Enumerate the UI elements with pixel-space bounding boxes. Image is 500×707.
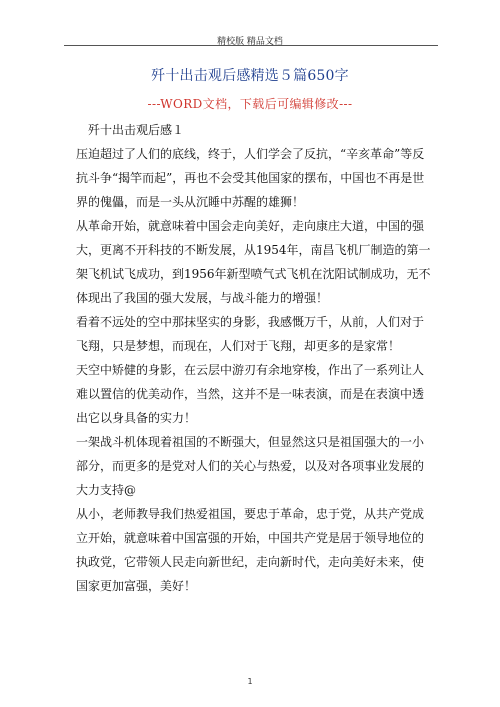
paragraph: 压迫超过了人们的底线，终于，人们学会了反抗，“辛亥革命”等反抗斗争“揭竿而起”，再也不会受其他国家的摆布，中国也不再是世界的傀儡，而是一头从沉睡中苏醒的雄狮！ [76,147,425,209]
paragraph: 看着不远处的空中那抹坚实的身影，我感慨万千，从前，人们对于飞翔，只是梦想，而现在，人们对于飞翔，却更多的是家常！ [76,315,425,353]
section-heading: 歼十出击观后感１ [88,123,185,137]
paragraph: 从小，老师教导我们热爱祖国，要忠于革命，忠于党，从共产党成立开始，就意味着中国富强的开始，中国共产党是居于领导地位的执政党，它带领人民走向新世纪，走向新时代，走向美好未来，使国家更加富强，美好！ [76,507,425,593]
header-text: 精校版 精品文档 [217,37,283,47]
document-title: 歼十出击观后感精选５篇650字 [151,68,349,84]
page-header [0,0,500,47]
header-divider [64,45,438,46]
paragraph: 一架战斗机体现着祖国的不断强大，但显然这只是祖国强大的一小部分，而更多的是党对人们的关心与热爱，以及对各项事业发展的大力支持@ [76,435,425,497]
paragraph: 从革命开始，就意味着中国会走向美好，走向康庄大道，中国的强大，更离不开科技的不断发展，从1954年，南昌飞机厂制造的第一架飞机试飞成功，到1956年新型喷气式飞机在沈阳试制成功，无不体现出了我国的强大发展，与战斗能力的增强！ [76,219,431,305]
page-number: 1 [247,677,253,686]
document-body [76,118,432,598]
document-subtitle: ---WORD文档，下载后可编辑修改--- [147,97,353,111]
paragraph: 天空中矫健的身影，在云层中游刃有余地穿梭，作出了一系列让人难以置信的优美动作，当然，这并不是一味表演，而是在表演中透出它以身具备的实力！ [76,363,425,425]
